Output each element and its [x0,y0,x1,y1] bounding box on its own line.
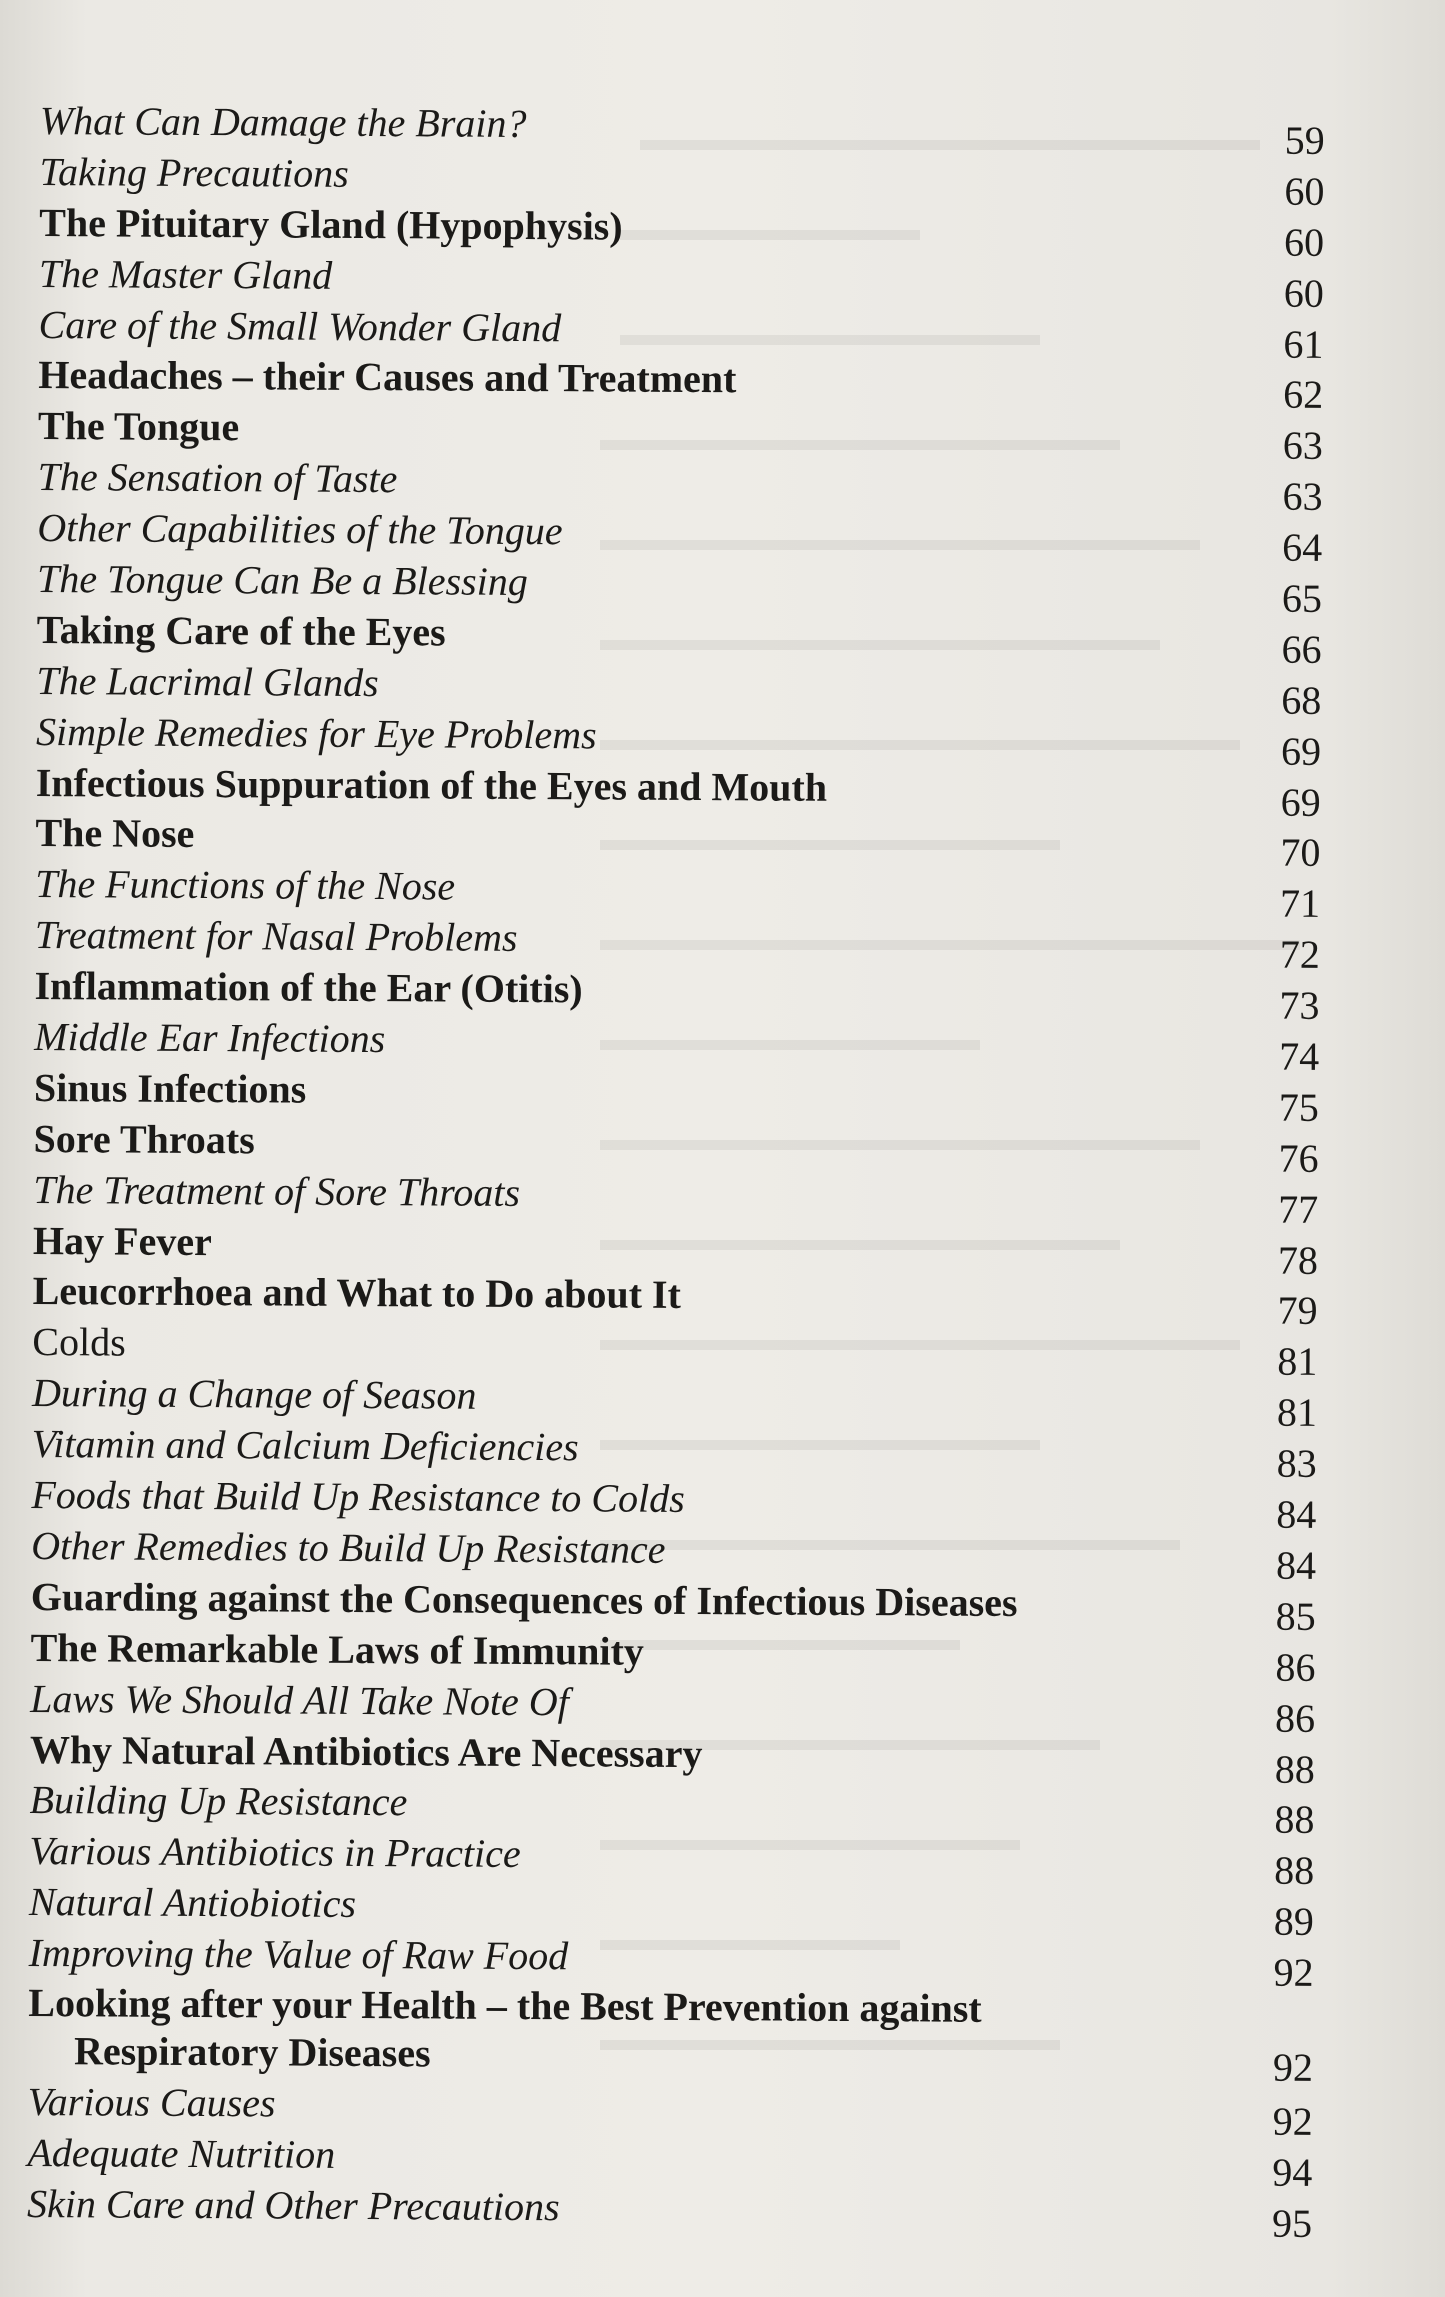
toc-entry-page-number: 89 [1273,1898,1315,1944]
toc-entry-title [29,1775,1209,1832]
toc-entry-title [31,1521,1211,1578]
toc-entry-title-text: The Functions of the Nose [35,861,456,909]
toc-entry-page-number: 63 [1282,473,1323,520]
toc-entry[interactable] [39,198,1339,265]
toc-entry-title-text: Sinus Infections [33,1064,307,1112]
toc-entry-title [30,1724,1210,1781]
toc-entry-title-text: Inflammation of the Ear (Otitis) [34,963,583,1012]
toc-entry-title [29,1877,1209,1934]
toc-entry-title [29,1928,1209,1985]
toc-entry-title [31,1470,1211,1527]
toc-entry-title-text: Treatment for Nasal Problems [34,912,518,961]
toc-entry[interactable] [29,1724,1330,1792]
toc-entry-title [33,1165,1213,1222]
table-of-contents [26,96,1340,2246]
toc-entry-title [35,808,1215,865]
toc-entry-page-number: 73 [1279,982,1320,1028]
toc-entry-title-text: Taking Precautions [39,148,349,196]
toc-entry-title-text: Sore Throats [33,1115,255,1163]
toc-entry-page-number: 71 [1279,880,1321,927]
toc-entry-title [32,1419,1212,1476]
toc-entry[interactable] [39,147,1339,214]
toc-entry-title [32,1368,1212,1425]
toc-entry-title-text: The Sensation of Taste [37,454,398,502]
toc-entry-page-number: 66 [1281,626,1322,672]
toc-entry-page-number: 85 [1275,1593,1316,1639]
toc-entry-title-text: Leucorrhoea and What to Do about It [32,1268,682,1318]
toc-entry-page-number: 70 [1280,830,1321,876]
toc-entry[interactable] [37,452,1338,520]
toc-entry-title-text: The Tongue Can Be a Blessing [36,556,528,605]
toc-entry-title [34,961,1214,1018]
toc-entry[interactable] [38,300,1338,367]
toc-entry-title [38,350,1218,407]
toc-entry-page-number: 63 [1282,422,1324,469]
toc-entry-page-number: 76 [1278,1135,1319,1181]
toc-entry-page-number: 74 [1279,1033,1320,1079]
toc-entry-title-text: During a Change of Season [31,1370,477,1418]
toc-entry-title [37,503,1217,560]
toc-entry-title-text: Why Natural Antibiotics Are Necessary [29,1726,703,1776]
toc-entry-title-text: The Tongue [37,403,240,450]
toc-entry[interactable] [28,1928,1328,1995]
toc-entry-title-text: Skin Care and Other Precautions [26,2180,560,2229]
toc-entry-title-text: Simple Remedies for Eye Problems [35,708,597,758]
toc-entry-page-number: 92 [1272,2098,1313,2144]
toc-entry-title [27,2179,1207,2236]
toc-entry[interactable] [30,1623,1330,1690]
toc-entry[interactable] [31,1521,1331,1588]
toc-entry-page-number: 88 [1274,1746,1315,1792]
toc-entry-page-number: 61 [1283,321,1324,367]
toc-entry-title-text: Care of the Small Wonder Gland [38,301,562,350]
toc-entry-page-number: 88 [1274,1847,1315,1894]
toc-entry[interactable] [39,96,1340,163]
toc-entry-title [38,452,1218,509]
toc-entry-title [35,859,1215,916]
toc-entry[interactable] [34,910,1335,978]
toc-entry-title-text: Looking after your Health – the Best Prevention against [28,1979,982,2031]
toc-entry[interactable] [33,1063,1334,1130]
toc-entry[interactable] [28,1979,1329,2090]
toc-entry-title-text: What Can Damage the Brain? [39,97,527,146]
toc-entry-title-text: Infectious Suppuration of the Eyes and Mouth [35,759,828,810]
toc-entry-page-number: 60 [1283,219,1325,265]
toc-entry-title-text: Other Remedies to Build Up Resistance [31,1522,666,1572]
toc-entry[interactable] [37,503,1337,570]
toc-entry-title [32,1317,1212,1374]
toc-entry-title [37,605,1217,662]
toc-entry-title-text: Colds [32,1319,126,1365]
toc-entry[interactable] [36,656,1336,723]
toc-entry-page-number: 60 [1284,168,1325,214]
toc-entry-title-text: The Nose [35,810,195,857]
toc-entry[interactable] [31,1470,1331,1537]
toc-entry-title [38,300,1218,357]
toc-entry-title-text: The Treatment of Sore Throats [33,1166,521,1215]
toc-entry-title [28,2077,1208,2134]
toc-entry-title [35,910,1215,967]
toc-entry[interactable] [30,1572,1331,1639]
toc-entry[interactable] [38,249,1339,316]
toc-entry-title [30,1623,1210,1680]
toc-entry-title-text: Middle Ear Infections [34,1014,386,1062]
toc-entry-title-continuation: Respiratory Diseases [73,2028,431,2076]
toc-entry[interactable] [27,2128,1327,2195]
toc-entry-page-number: 95 [1271,2200,1313,2246]
toc-entry[interactable] [34,961,1334,1028]
toc-entry-title-text: The Lacrimal Glands [36,657,379,705]
toc-entry[interactable] [29,1826,1329,1894]
toc-entry-title [40,96,1220,153]
toc-entry-page-number: 68 [1281,677,1322,723]
toc-entry-title [34,1063,1214,1120]
toc-entry-title [39,147,1219,204]
toc-entry[interactable] [31,1368,1332,1436]
toc-entry-title-text: Improving the Value of Raw Food [28,1930,569,1979]
toc-entry[interactable] [28,1877,1329,1944]
toc-entry[interactable] [29,1775,1329,1843]
toc-entry-page-number: 62 [1283,372,1324,418]
toc-entry-page-number: 77 [1278,1186,1319,1232]
toc-entry-page-number: 69 [1280,779,1321,825]
toc-entry[interactable] [37,401,1338,469]
toc-entry[interactable] [35,758,1336,825]
toc-entry-title-text: Guarding against the Consequences of Infectious Diseases [30,1573,1018,1625]
toc-entry-title [33,1114,1213,1171]
toc-entry-title-text: Taking Care of the Eyes [36,606,446,655]
toc-entry-title-text: Vitamin and Calcium Deficiencies [31,1421,579,1470]
toc-entry-page-number: 92 [1273,1949,1314,1995]
toc-entry-page-number: 86 [1274,1695,1316,1741]
toc-entry[interactable] [30,1674,1330,1741]
toc-entry-page-number: 64 [1282,524,1323,570]
toc-entry-page-number: 79 [1277,1288,1318,1334]
toc-entry[interactable] [35,859,1335,927]
toc-entry-title [31,1572,1211,1629]
toc-entry-page-number: 88 [1274,1796,1315,1843]
toc-entry-page-number: 72 [1279,931,1320,978]
toc-entry-page-number: 78 [1277,1237,1319,1283]
toc-entry-page-number: 81 [1277,1338,1318,1385]
toc-entry-title [36,656,1216,713]
toc-entry-title [29,1826,1209,1883]
toc-entry-page-number: 65 [1281,575,1323,621]
toc-entry-page-number: 92 [1272,2044,1314,2090]
toc-entry-title-text: Adequate Nutrition [27,2129,336,2177]
toc-entry[interactable] [34,1012,1334,1079]
toc-entry[interactable] [35,707,1336,774]
toc-entry[interactable] [32,1216,1333,1283]
toc-entry-title [36,758,1216,815]
toc-entry-page-number: 69 [1280,728,1322,774]
toc-entry-title [39,249,1219,306]
toc-entry-title-text: Headaches – their Causes and Treatment [38,352,737,402]
toc-entry[interactable] [35,808,1335,876]
toc-entry-title [33,1266,1213,1323]
toc-entry-title [38,401,1218,458]
toc-entry-title-text: The Remarkable Laws of Immunity [30,1624,644,1674]
toc-entry-title-text: Laws We Should All Take Note Of [30,1675,569,1724]
toc-entry[interactable] [26,2179,1327,2246]
toc-entry-title [33,1216,1213,1273]
toc-entry-title [37,554,1217,611]
toc-entry-page-number: 84 [1275,1542,1317,1588]
toc-entry[interactable] [32,1266,1333,1334]
toc-entry-title-text: Natural Antiobiotics [28,1879,357,1927]
toc-entry[interactable] [33,1114,1333,1181]
toc-entry-title [36,707,1216,764]
toc-entry-title [28,1979,1209,2082]
toc-entry-title-text: The Master Gland [38,250,333,298]
toc-entry-title-text: Building Up Resistance [29,1777,408,1825]
toc-entry-title-text: Various Causes [27,2078,276,2126]
toc-entry-page-number: 94 [1272,2149,1313,2195]
toc-entry-title [27,2128,1207,2185]
toc-entry-title-text: Hay Fever [32,1217,212,1264]
toc-entry-page-number: 86 [1275,1644,1316,1690]
toc-entry[interactable] [38,350,1338,418]
toc-entry-page-number: 59 [1284,117,1325,163]
toc-entry[interactable] [27,2077,1328,2144]
toc-entry-title-text: Various Antibiotics in Practice [29,1828,521,1877]
toc-entry-title-text: Other Capabilities of the Tongue [37,505,563,554]
toc-entry[interactable] [32,1317,1332,1385]
toc-entry-page-number: 60 [1283,270,1324,316]
toc-entry-page-number: 84 [1276,1491,1317,1537]
toc-entry-page-number: 83 [1276,1440,1317,1486]
toc-entry-title [34,1012,1214,1069]
toc-entry-page-number: 81 [1276,1389,1318,1436]
toc-entry-title-text: The Pituitary Gland (Hypophysis) [39,199,623,249]
toc-entry-title [30,1674,1210,1731]
toc-entry-page-number: 75 [1278,1084,1319,1130]
toc-entry[interactable] [33,1165,1333,1232]
toc-entry[interactable] [36,605,1337,672]
toc-entry-title-text: Foods that Build Up Resistance to Colds [31,1472,685,1522]
toc-entry[interactable] [31,1419,1332,1486]
toc-entry-title [39,198,1219,255]
toc-entry[interactable] [36,554,1337,621]
